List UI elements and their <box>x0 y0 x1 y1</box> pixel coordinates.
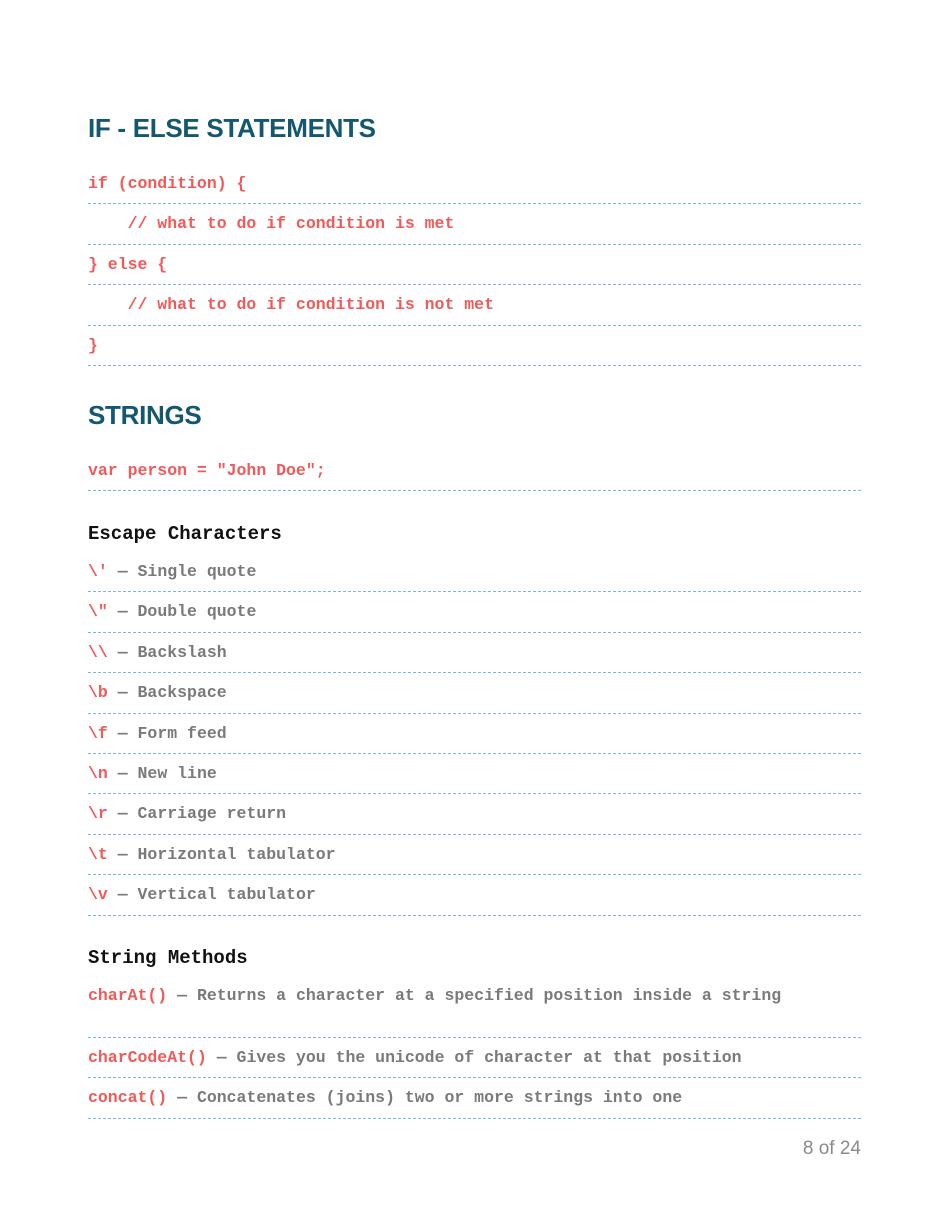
code-line: if (condition) { <box>88 174 861 204</box>
section-title-strings: STRINGS <box>88 400 202 430</box>
list-item: charAt() — Returns a character at a specified position inside a string <box>88 986 861 1038</box>
subsection-title-escape-characters: Escape Characters <box>88 523 282 545</box>
list-item: \" — Double quote <box>88 592 861 632</box>
list-item: \v — Vertical tabulator <box>88 875 861 915</box>
strings-code-block <box>88 461 861 491</box>
if-else-code-block <box>88 174 861 366</box>
list-item: \f — Form feed <box>88 714 861 754</box>
list-item: \t — Horizontal tabulator <box>88 835 861 875</box>
list-item: \\ — Backslash <box>88 633 861 673</box>
section-title-if-else: IF - ELSE STATEMENTS <box>88 113 376 143</box>
list-item: concat() — Concatenates (joins) two or more strings into one <box>88 1078 861 1118</box>
list-item: \' — Single quote <box>88 562 861 592</box>
page-number: 8 of 24 <box>802 1138 861 1159</box>
code-line: var person = "John Doe"; <box>88 461 861 491</box>
code-line: } <box>88 326 861 366</box>
code-line: // what to do if condition is not met <box>88 285 861 325</box>
subsection-title-string-methods: String Methods <box>88 947 248 969</box>
string-methods-list <box>88 986 861 1119</box>
list-item: charCodeAt() — Gives you the unicode of character at that position <box>88 1038 861 1078</box>
escape-characters-list <box>88 562 861 916</box>
list-item: \n — New line <box>88 754 861 794</box>
code-line: // what to do if condition is met <box>88 204 861 244</box>
list-item: \b — Backspace <box>88 673 861 713</box>
code-line: } else { <box>88 245 861 285</box>
list-item: \r — Carriage return <box>88 794 861 834</box>
